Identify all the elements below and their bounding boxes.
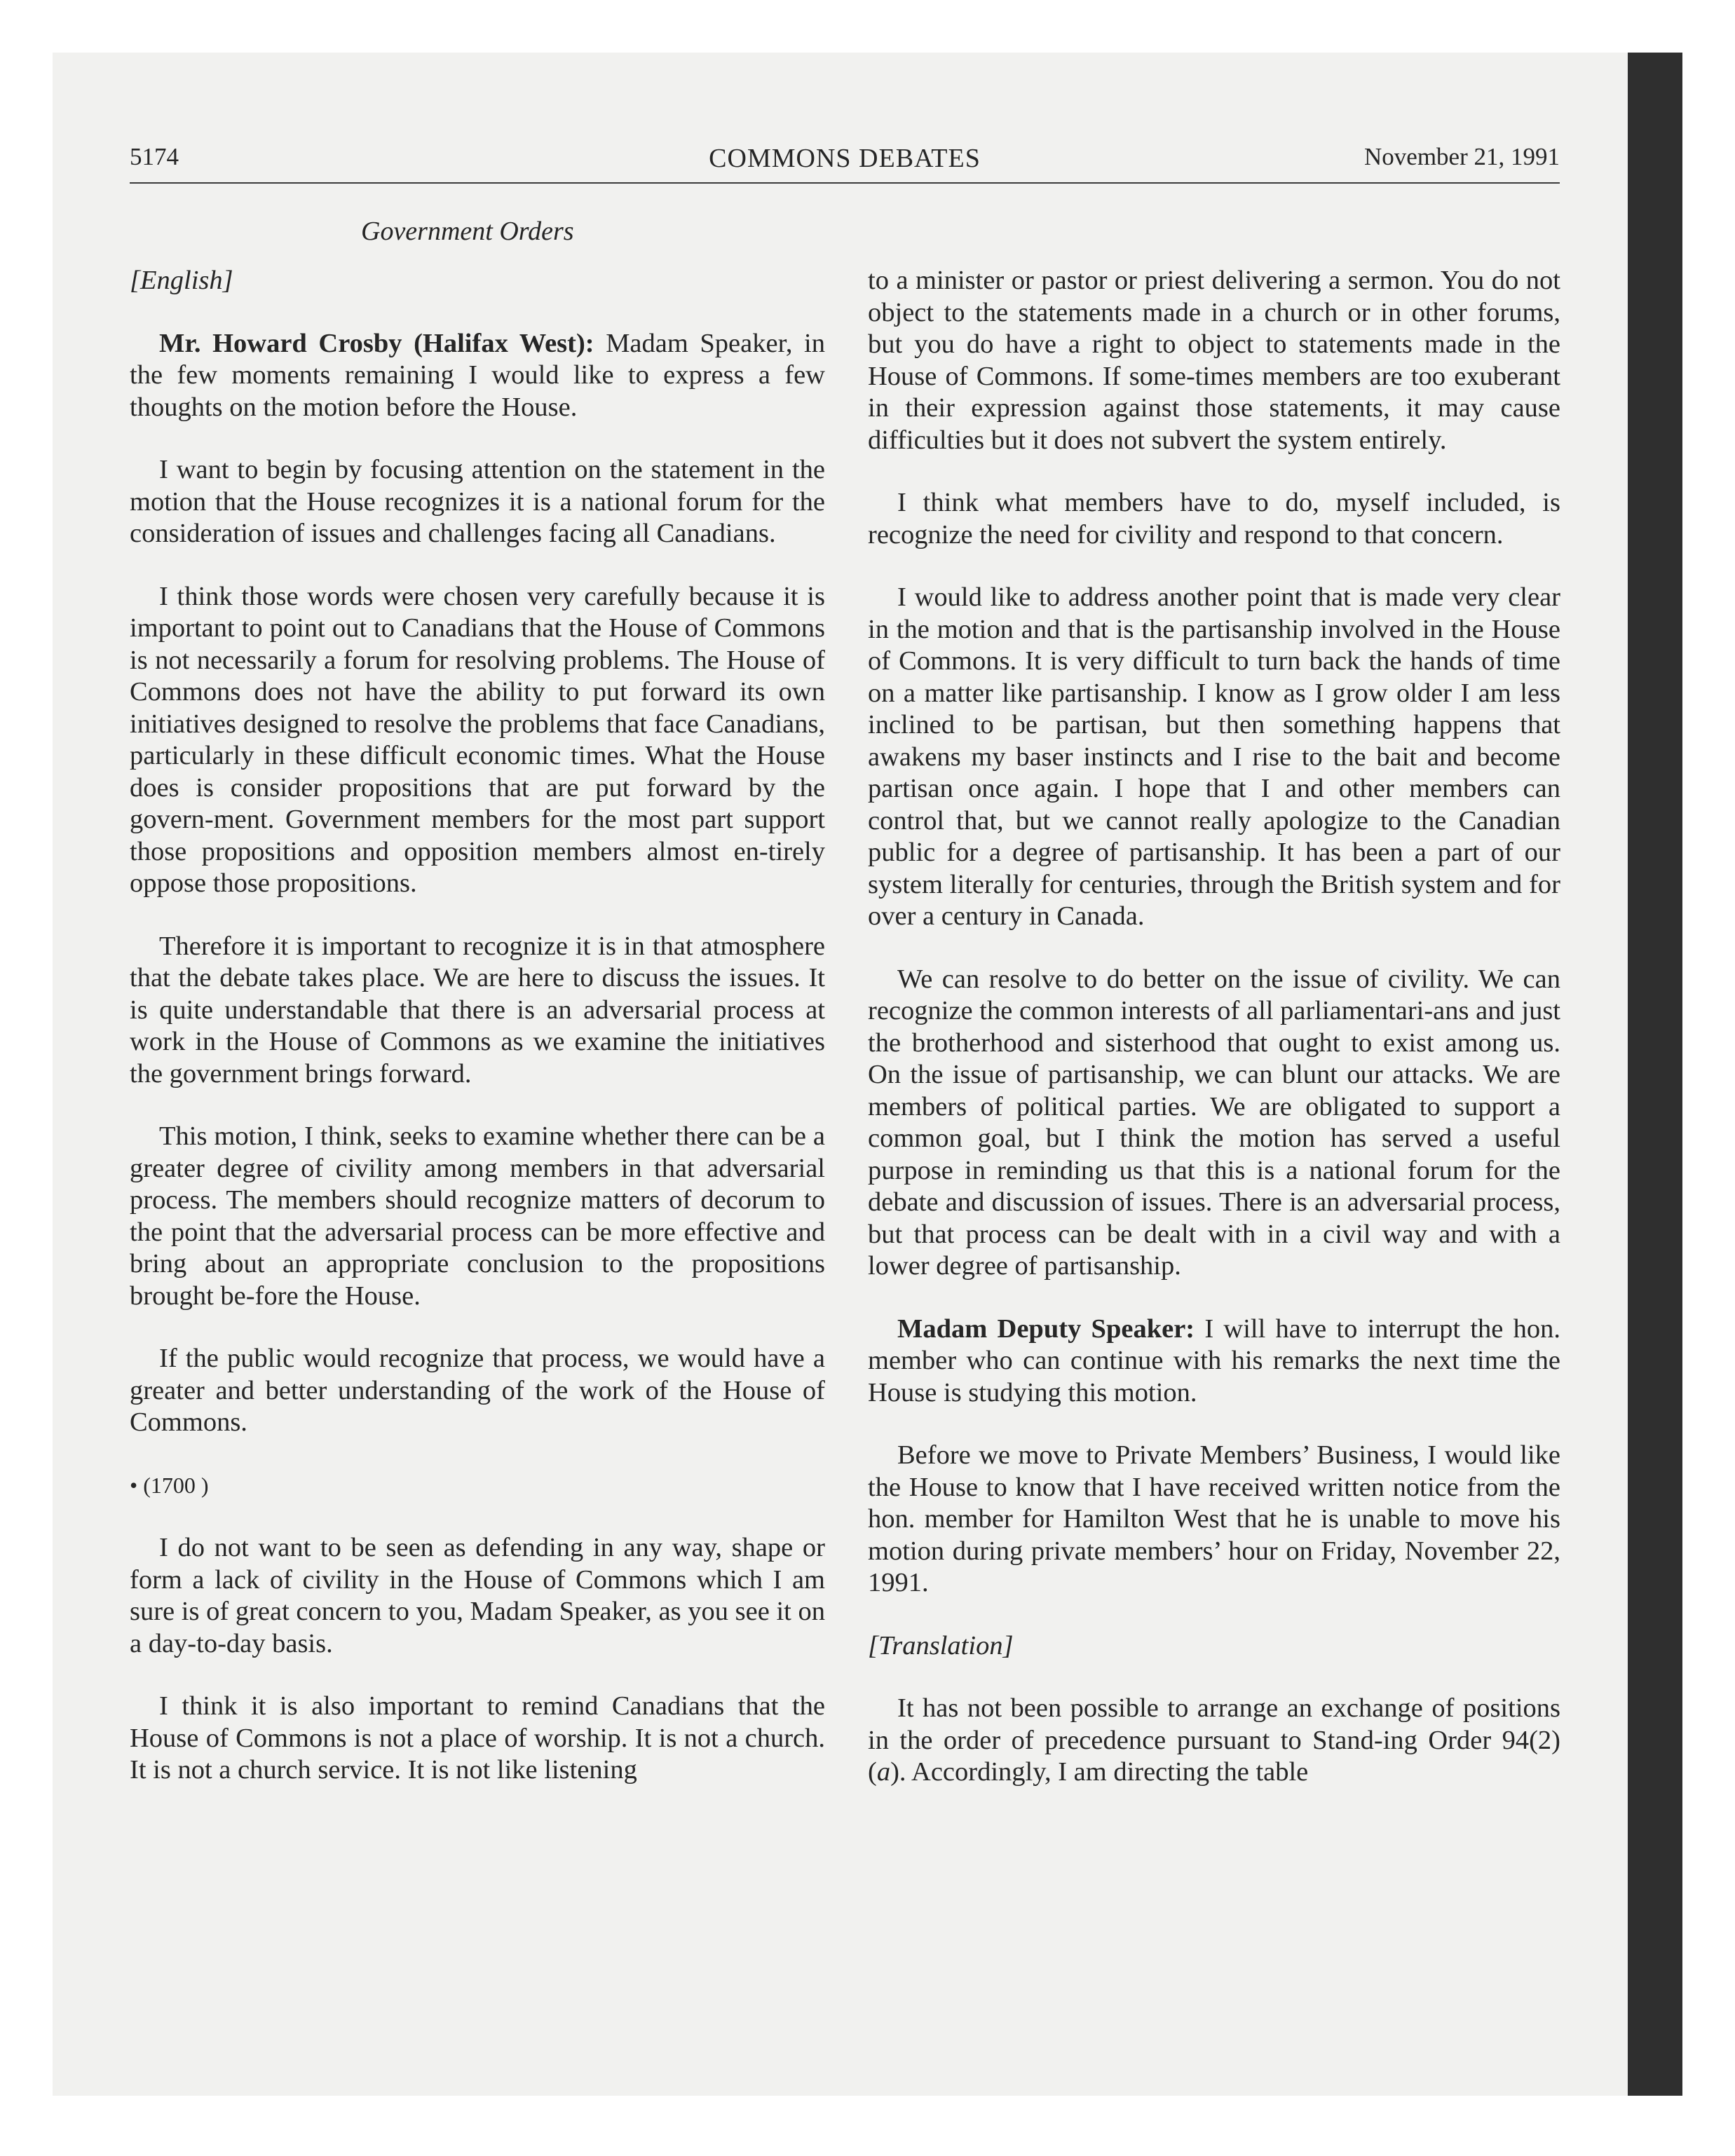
time-marker: • (1700 ) [130, 1472, 209, 1498]
speech-text: I will have to interrupt the hon. member who can continue with his remarks the next time the House is studying this motion. [868, 1314, 1560, 1407]
language-tag: [Translation] [868, 1630, 1014, 1660]
paragraph: This motion, I think, seeks to examine whether there can be a greater degree of civility among members in that adversarial process. The members should recognize matters of decorum to the point that the adversarial process can be more effective and bring about an appropriate conclusion to the propositions brought be-fore the House. [130, 1121, 825, 1311]
paragraph: I want to begin by focusing attention on the statement in the motion that the House recognizes it is a national forum for the consideration of issues and challenges facing all Canadians. [130, 455, 825, 548]
paragraph: Before we move to Private Members’ Business, I would like the House to know that I have received written notice from the hon. member for Hamilton West that he is unable to move his motion during private members’ hour on Friday, November 22, 1991. [868, 1440, 1560, 1597]
paragraph: I think what members have to do, myself included, is recognize the need for civility and respond to that concern. [868, 488, 1560, 550]
paragraph: If the public would recognize that process, we would have a greater and better understanding of the work of the House of Commons. [130, 1344, 825, 1437]
paragraph: I think those words were chosen very carefully because it is important to point out to Canadians that the House of Commons is not necessarily a forum for resolving problems. The House of Commons does not have the ability to put forward its own initiatives designed to resolve the problems that face Canadians, particularly in these difficult economic times. What the House does is consider propositions that are put forward by the govern-ment. Government members for the most part support those propositions and opposition members almost en-tirely oppose those propositions. [130, 581, 825, 898]
scan-edge-shadow [1628, 53, 1682, 2096]
document-page [130, 140, 1560, 2089]
page-number: 5174 [130, 143, 179, 170]
paragraph: We can resolve to do better on the issue of civility. We can recognize the common interests of all parliamentari-ans and just the brotherhood and sisterhood that ought to exist among us. On the issue of partisanship, we can blunt our attacks. We are members of political parties. We are obligated to support a common goal, but I think the motion has served a useful purpose in reminding us that this is a national forum for the debate and discussion of issues. There is an adversarial process, but that process can be dealt with in a civil way and with a lower degree of partisanship. [868, 964, 1560, 1281]
speaker-name: Mr. Howard Crosby (Halifax West): [159, 328, 594, 358]
paragraph: to a minister or pastor or priest delivering a sermon. You do not object to the statements made in a church or in other forums, but you do have a right to object to statements made in the House of Commons. If some-times members are too exuberant in their expression against those statements, it may cause difficulties but it does not subvert the system entirely. [868, 266, 1560, 455]
paragraph [868, 1693, 1560, 1789]
speaker-name: Madam Deputy Speaker: [897, 1314, 1195, 1344]
page-date: November 21, 1991 [1364, 143, 1560, 170]
section-subheader: Government Orders [361, 217, 574, 246]
paragraph: I would like to address another point that is made very clear in the motion and that is the partisanship involved in the House of Commons. It is very difficult to turn back the hands of time on a matter like partisanship. I know as I grow older I am less inclined to be partisan, but then something happens that awakens my baser instincts and I rise to the bait and become partisan once again. I hope that I and other members can control that, but we cannot really apologize to the Canadian public for a degree of partisanship. It has been a part of our system literally for centuries, through the British system and for over a century in Canada. [868, 582, 1560, 931]
right-column [868, 265, 1560, 1789]
paragraph: I do not want to be seen as defending in any way, shape or form a lack of civility in the House of Commons which I am sure is of great concern to you, Madam Speaker, as you see it on a day-to-day basis. [130, 1533, 825, 1658]
speech-text: It has not been possible to arrange an exchange of positions in the order of precedence pursuant to Stand-ing Order 94(2)( [868, 1693, 1560, 1787]
paragraph [130, 328, 825, 424]
left-column [130, 265, 825, 1787]
speech-text: Madam Speaker, in the few moments remaining I would like to express a few thoughts on the motion before the House. [130, 328, 825, 422]
page-header [130, 140, 1560, 184]
paragraph: I think it is also important to remind Canadians that the House of Commons is not a place of worship. It is not a church. It is not a church service. It is not like listening [130, 1691, 825, 1785]
publication-title: COMMONS DEBATES [709, 144, 981, 173]
paragraph [868, 1314, 1560, 1410]
speech-text: ). Accordingly, I am directing the table [890, 1757, 1309, 1787]
italic-text: a [876, 1757, 891, 1787]
language-tag: [English] [130, 266, 233, 295]
paragraph: Therefore it is important to recognize it is in that atmosphere that the debate takes place. We are here to discuss the issues. It is quite understandable that there is an adversarial process at work in the House of Commons as we examine the initiatives the government brings forward. [130, 931, 825, 1089]
